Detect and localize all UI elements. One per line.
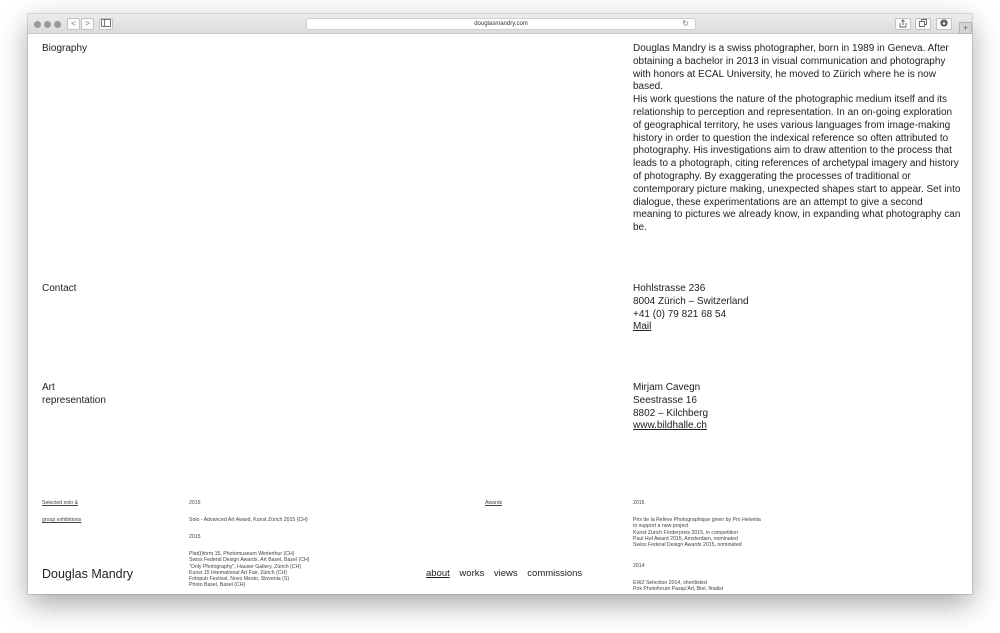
main-nav [426,568,589,579]
minimize-window-button[interactable] [44,21,51,28]
art-label-line: representation [42,394,106,406]
reload-icon[interactable]: ↻ [682,19,689,28]
address-text: douglasmandry.com [474,21,528,27]
nav-views[interactable]: views [493,568,518,579]
sidebar-icon [101,19,111,27]
award-item: Paul Huf Award 2015, Amsterdam, nominated [633,535,738,542]
exhibition-year: 2015 [189,500,201,506]
share-button[interactable] [895,18,911,30]
contact-phone: +41 (0) 79 821 68 54 [633,308,727,320]
nav-commissions[interactable]: commissions [527,568,583,579]
downloads-button[interactable] [936,18,952,30]
exhibitions-label: Selected solo & [42,500,79,506]
exhibition-year: 2015 [189,534,201,540]
back-button[interactable]: < [67,18,80,30]
contact-city: 8004 Zürich – Switzerland [633,295,749,307]
close-window-button[interactable] [34,21,41,28]
awards-year: 2015 [633,500,645,506]
nav-about[interactable]: about [426,568,450,579]
forward-button[interactable]: > [81,18,94,30]
sidebar-toggle-button[interactable] [99,18,113,30]
page-content [28,34,972,594]
exhibitions-label: group exhibitions [42,517,82,523]
browser-window [28,14,972,594]
art-representation-label [42,382,106,408]
biography-label: Biography [42,43,88,54]
award-item: Prix Photoforum Pasqu'Art, Biel, finalist [633,586,724,593]
exhibition-item: Swiss Federal Design Awards, Art Basel, Basel (CH) [189,557,310,564]
download-icon [940,19,948,27]
awards-year: 2014 [633,563,645,569]
tabs-icon [919,19,927,27]
biography-paragraph: Douglas Mandry is a swiss photographer, born in 1989 in Geneva. After obtaining a bachelor in 2013 in visual communication and photography with honors at ECAL University, he moved to Zürich where he is now based. [633,43,949,93]
biography-text [633,43,963,235]
exhibition-item: "Only Photography", Hauser Gallery, Zürich (CH) [189,563,301,570]
awards-list [633,517,761,548]
address-bar[interactable] [306,18,696,30]
exhibition-item: Kunst 15 International Art Fair, Zürich (CH) [189,569,288,576]
contact-details [633,283,963,334]
awards-label: Awards [485,500,503,506]
zoom-window-button[interactable] [54,21,61,28]
awards-list [633,580,723,593]
art-representation-details [633,382,963,433]
award-item: Kunst Zürich Förderpreis 2015, in competition [633,529,738,536]
contact-street: Hohlstrasse 236 [633,283,706,294]
exhibition-list [189,551,309,589]
art-label-line: Art [42,382,55,393]
award-item: to support a new project [633,523,689,530]
biography-paragraph: His work questions the nature of the photographic medium itself and its relationship to perception and representation. In an on-going exploration of geographical territory, he uses various languages from image-making history in order to question the indexical reference so often attributed to photography. His investigations aim to draw attention to the process that leads to a photograph, citing references of archetypal imagery and history of photography. By exaggerating the processes of traditional or contemporary picture making, unexpected shapes start to appear. Set into dialogue, these experimentations are an attempt to give a second meaning to pictures we already know, in expanding what photography can be. [633,94,961,234]
solo-exhibition: Solo - Advanced Art Award, Kunst Zürich 2015 (CH) [189,517,308,523]
award-item: Prix de la Relève Photographique given by Pro Helvetia [633,517,761,523]
share-icon [899,19,907,28]
bildhalle-link[interactable]: www.bildhalle.ch [633,420,707,432]
award-item: Swiss Federal Design Awards 2015, nominated [633,542,742,549]
site-title[interactable]: Douglas Mandry [42,567,134,581]
mail-link[interactable]: Mail [633,321,652,333]
nav-works[interactable]: works [459,568,485,579]
representative-city: 8802 – Kilchberg [633,407,709,419]
exhibition-item: Plat(t)form 15, Photomuseum Winterthur (CH) [189,551,295,557]
representative-name: Mirjam Cavegn [633,382,701,393]
award-item: EWZ Selection 2014, shortlisted [633,580,707,586]
contact-label: Contact [42,283,77,294]
exhibition-item: Photo Basel, Basel (CH) [189,582,246,589]
new-tab-button[interactable]: + [959,22,972,34]
exhibition-item: Fotopub Festival, Novo Mesto, Slovenia (S) [189,576,290,583]
representative-street: Seestrasse 16 [633,394,697,406]
tabs-button[interactable] [915,18,931,30]
browser-toolbar [28,14,972,34]
